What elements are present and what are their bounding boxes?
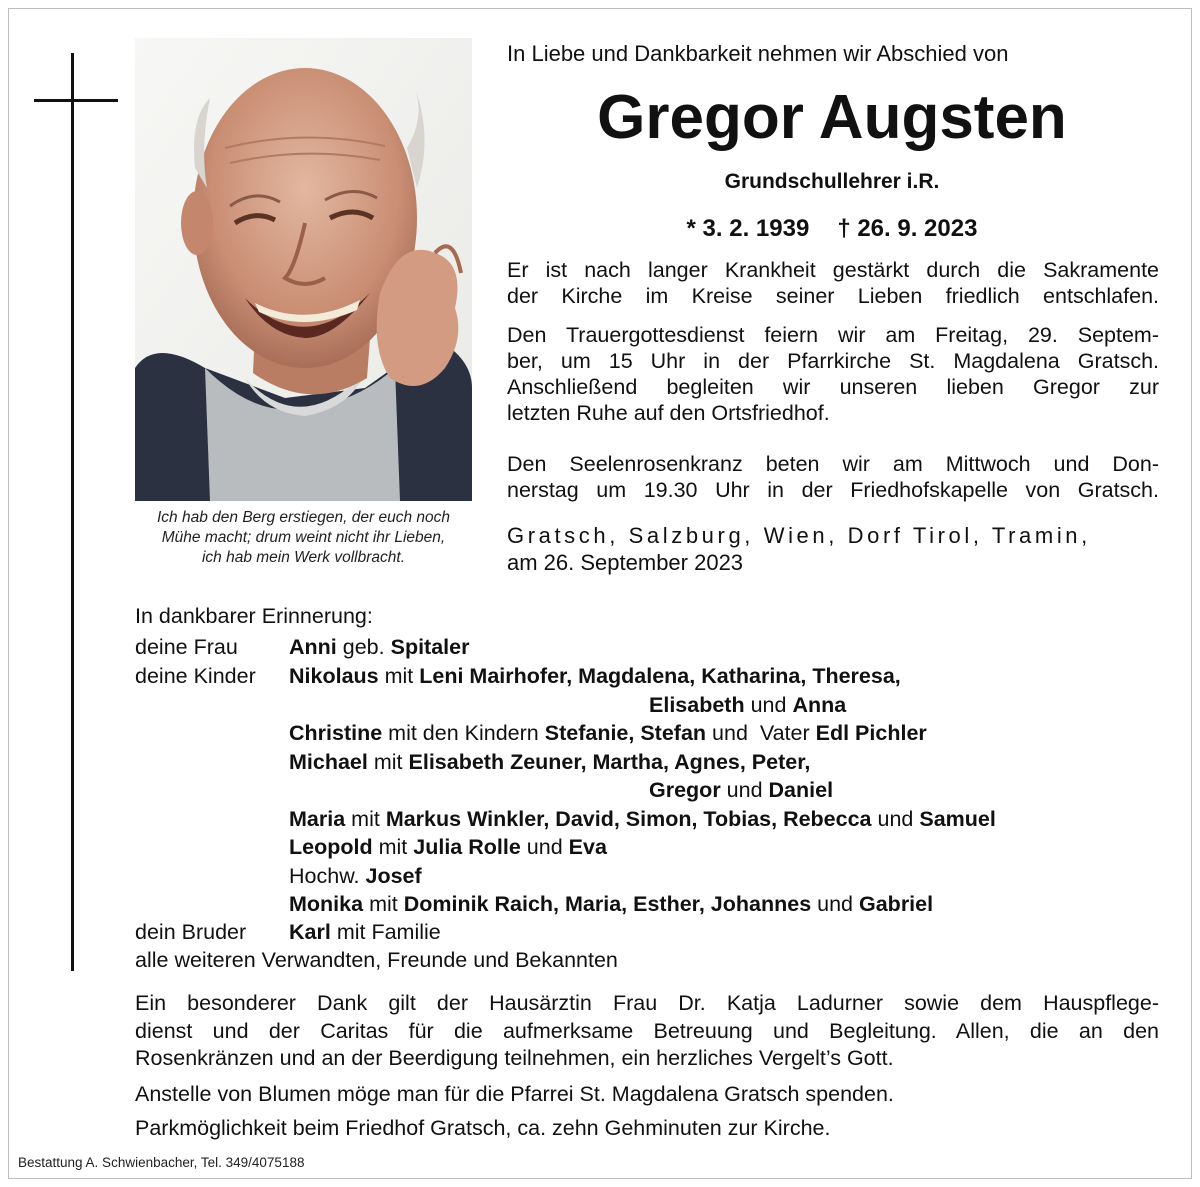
- connector: mit: [351, 807, 380, 831]
- family-child-maria: [289, 805, 996, 834]
- connector: mit Familie: [336, 920, 441, 944]
- family-name: Daniel: [768, 778, 834, 802]
- connector: geb.: [342, 635, 385, 659]
- text-line: Anschließend begleiten wir unseren lieben Gregor zur: [507, 375, 1159, 399]
- family-name: Nikolaus: [289, 664, 379, 688]
- quote-line: Mühe macht; drum weint nicht ihr Lieben,: [161, 529, 446, 546]
- family-name: Maria: [289, 807, 346, 831]
- text-line: Parkmöglichkeit beim Friedhof Gratsch, ca. zehn Gehminuten zur Kirche.: [135, 1116, 831, 1140]
- connector: und: [726, 778, 763, 802]
- family-child-monika: [289, 890, 933, 919]
- paragraph-death: [507, 257, 1159, 309]
- family-children-line1: [135, 662, 901, 691]
- family-heading: In dankbarer Erinnerung:: [135, 604, 373, 628]
- role-label: deine Frau: [135, 635, 238, 659]
- family-name: Michael: [289, 750, 368, 774]
- date-line: am 26. September 2023: [507, 550, 744, 575]
- funeral-home-credit: Bestattung A. Schwienbacher, Tel. 349/4075188: [18, 1155, 305, 1170]
- text-line: letzten Ruhe auf den Ortsfriedhof.: [507, 401, 830, 425]
- family-name: Stefanie, Stefan: [544, 721, 707, 745]
- place-line: Gratsch, Salzburg, Wien, Dorf Tirol, Tramin,: [507, 523, 1091, 548]
- family-child-michael: [289, 748, 810, 777]
- text-line: ber, um 15 Uhr in der Pfarrkirche St. Magdalena Gratsch.: [507, 349, 1159, 373]
- family-name: Gabriel: [859, 892, 934, 916]
- profession: Grundschullehrer i.R.: [724, 170, 940, 193]
- quote-line: ich hab mein Werk vollbracht.: [201, 549, 406, 566]
- family-name: Anni: [289, 635, 337, 659]
- family-wife: [135, 633, 469, 662]
- parking-note: [135, 1115, 1159, 1143]
- family-name: Edl Pichler: [815, 721, 927, 745]
- connector: Hochw.: [289, 864, 360, 888]
- text-line: der Kirche im Kreise seiner Lieben friedlich entschlafen.: [507, 284, 1159, 308]
- family-children-line2: [649, 691, 846, 720]
- connector: und: [817, 892, 854, 916]
- cross-icon-bar: [34, 99, 118, 102]
- flowers-note: [135, 1081, 1159, 1109]
- family-name: Leopold: [289, 835, 373, 859]
- family-name: Elisabeth: [649, 693, 745, 717]
- family-name: Monika: [289, 892, 364, 916]
- family-name: Josef: [365, 864, 422, 888]
- family-name: Anna: [792, 693, 847, 717]
- thanks-paragraph: [135, 990, 1159, 1073]
- family-child-leopold: [289, 833, 607, 862]
- family-child-christine: [289, 719, 927, 748]
- family-name: Spitaler: [390, 635, 470, 659]
- connector: mit: [373, 750, 403, 774]
- connector: und: [877, 807, 914, 831]
- intro-line: In Liebe und Dankbarkeit nehmen wir Abschied von: [507, 41, 1009, 66]
- text-line: Den Seelenrosenkranz beten wir am Mittwoch und Don-: [507, 452, 1159, 476]
- family-name: Dominik Raich, Maria, Esther, Johannes: [403, 892, 812, 916]
- connector: und: [712, 721, 748, 745]
- text-line: Rosenkränzen und an der Beerdigung teilnehmen, ein herzliches Vergelt’s Gott.: [135, 1046, 894, 1070]
- role-label: dein Bruder: [135, 920, 247, 944]
- family-name: Karl: [289, 920, 331, 944]
- text-line: Den Trauergottesdienst feiern wir am Freitag, 29. Septem-: [507, 323, 1159, 347]
- portrait-photo: [135, 38, 472, 501]
- family-name: Gregor: [649, 778, 721, 802]
- deceased-name: Gregor Augsten: [597, 83, 1067, 152]
- family-brother: [135, 918, 441, 947]
- quote-line: Ich hab den Berg erstiegen, der euch noch: [157, 509, 450, 526]
- place-date: [507, 522, 1091, 576]
- text-line: Ein besonderer Dank gilt der Hausärztin Frau Dr. Katja Ladurner sowie dem Hauspflege-: [135, 991, 1159, 1015]
- birth-date: * 3. 2. 1939: [686, 215, 810, 242]
- text-line: Er ist nach langer Krankheit gestärkt durch die Sakramente: [507, 258, 1159, 282]
- family-name: Eva: [568, 835, 607, 859]
- paragraph-rosary: [507, 451, 1159, 503]
- family-name: Samuel: [919, 807, 996, 831]
- connector: mit den Kindern: [388, 721, 539, 745]
- connector: mit: [369, 892, 398, 916]
- family-name: Leni Mairhofer, Magdalena, Katharina, Theresa,: [419, 664, 901, 688]
- family-child-josef: [289, 862, 422, 891]
- family-others: alle weiteren Verwandten, Freunde und Bekannten: [135, 948, 618, 972]
- connector: mit: [384, 664, 414, 688]
- family-child-michael-line2: [649, 776, 833, 805]
- quote: [130, 508, 477, 568]
- text-line: Anstelle von Blumen möge man für die Pfarrei St. Magdalena Gratsch spenden.: [135, 1082, 894, 1106]
- connector: und: [526, 835, 563, 859]
- connector: Vater: [759, 721, 810, 745]
- text-line: nerstag um 19.30 Uhr in der Friedhofskapelle von Gratsch.: [507, 478, 1159, 502]
- life-dates: [507, 214, 1157, 244]
- connector: mit: [378, 835, 408, 859]
- text-line: dienst und der Caritas für die aufmerksame Betreuung und Begleitung. Allen, die an den: [135, 1018, 1159, 1043]
- death-date: † 26. 9. 2023: [837, 215, 978, 242]
- family-name: Julia Rolle: [413, 835, 521, 859]
- family-name: Elisabeth Zeuner, Martha, Agnes, Peter,: [408, 750, 811, 774]
- cross-icon: [71, 53, 74, 971]
- connector: und: [750, 693, 787, 717]
- family-name: Markus Winkler, David, Simon, Tobias, Rebecca: [385, 807, 872, 831]
- role-label: deine Kinder: [135, 664, 256, 688]
- paragraph-service: [507, 322, 1159, 426]
- family-name: Christine: [289, 721, 383, 745]
